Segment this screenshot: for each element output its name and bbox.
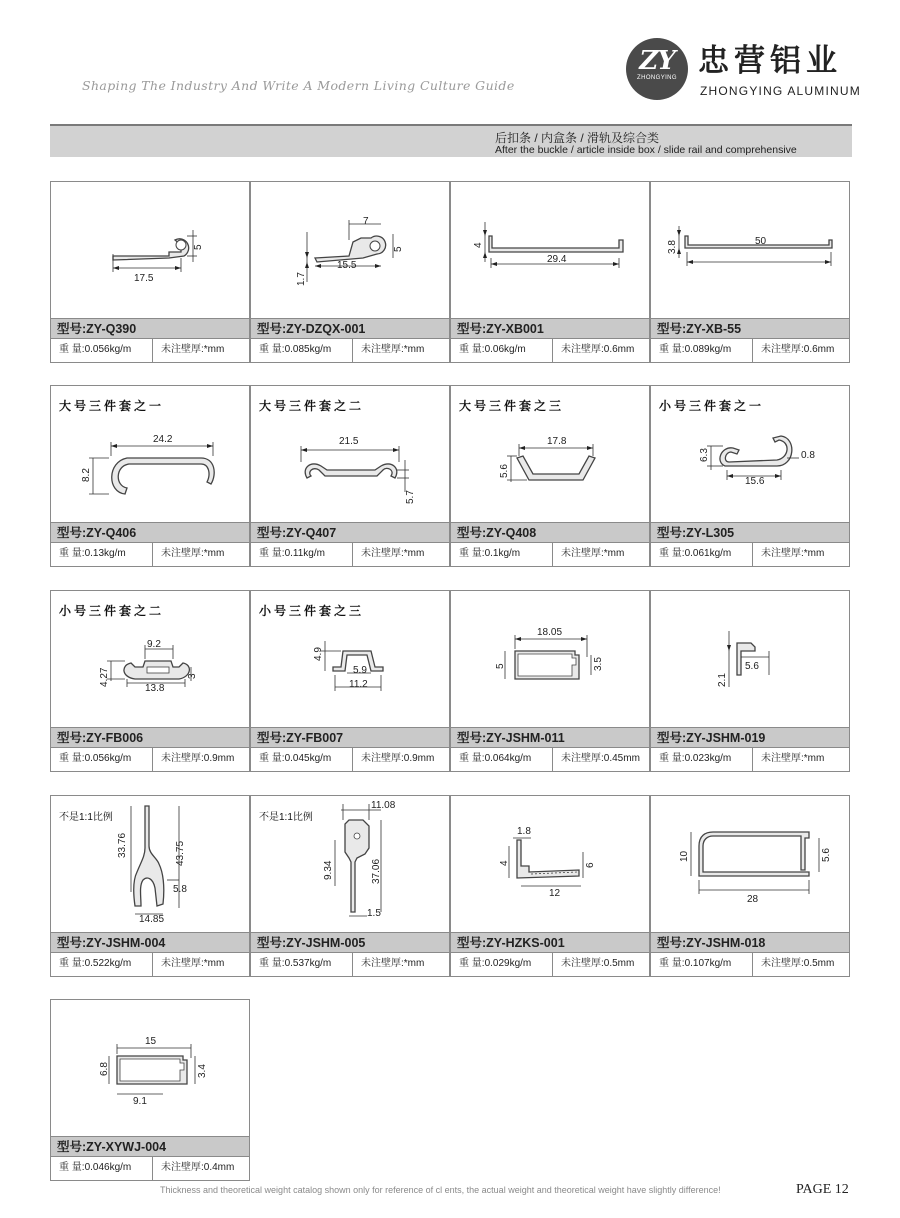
weight-prefix: 重 量:: [59, 958, 85, 969]
dim-label: 5: [193, 244, 204, 250]
thickness-cell: [355, 543, 449, 565]
series-note: 小号三件套之一: [659, 399, 765, 413]
model-row: [651, 318, 849, 338]
slogan: Shaping The Industry And Write A Modern Living Culture Guide: [82, 78, 515, 93]
spec-row: [251, 338, 449, 363]
thickness-prefix: 未注壁厚:: [561, 958, 604, 969]
model-number: ZY-JSHM-005: [286, 936, 366, 950]
weight-prefix: 重 量:: [59, 753, 85, 764]
weight-cell: [651, 339, 753, 363]
brand-name-cn: 忠营铝业: [698, 43, 842, 79]
product-card: [650, 385, 850, 567]
model-number: ZY-XB001: [486, 322, 544, 336]
profile-drawing: [51, 386, 249, 522]
dim-label: 13.8: [145, 683, 165, 694]
spec-row: [51, 747, 249, 772]
weight-value: 0.064kg/m: [484, 753, 532, 764]
thickness-cell: [555, 748, 649, 770]
thickness-cell: [355, 748, 449, 770]
thickness-value: 0.6mm: [603, 344, 635, 355]
model-number: ZY-XB-55: [686, 322, 742, 336]
page-number: PAGE 12: [796, 1182, 849, 1197]
thickness-cell: [755, 953, 849, 975]
thickness-prefix: 未注壁厚:: [361, 344, 404, 355]
model-number: ZY-DZQX-001: [286, 322, 366, 336]
product-card: [250, 181, 450, 363]
model-row: [51, 727, 249, 747]
dim-label: 43.75: [175, 840, 186, 866]
model-number: ZY-JSHM-019: [686, 731, 766, 745]
weight-cell: [251, 339, 353, 363]
product-card: [50, 181, 250, 363]
dim-label: 1.8: [517, 826, 531, 837]
thickness-prefix: 未注壁厚:: [761, 344, 804, 355]
dim-label: 6.3: [699, 448, 710, 462]
weight-value: 0.13kg/m: [84, 548, 126, 559]
weight-prefix: 重 量:: [659, 344, 685, 355]
model-row: [651, 522, 849, 542]
dim-label: 11.08: [371, 800, 396, 811]
dim-label: 4.27: [99, 667, 110, 687]
model-prefix: 型号:: [657, 731, 687, 745]
thickness-cell: [155, 748, 249, 770]
product-card: [50, 385, 250, 567]
thickness-cell: [355, 953, 449, 975]
dim-label: 5: [393, 246, 404, 252]
model-prefix: 型号:: [657, 936, 687, 950]
model-prefix: 型号:: [457, 936, 487, 950]
thickness-value: 0.4mm: [203, 1162, 235, 1173]
model-number: ZY-XYWJ-004: [86, 1140, 167, 1154]
model-prefix: 型号:: [57, 1140, 87, 1154]
series-note: 小号三件套之三: [259, 604, 365, 618]
thickness-value: *mm: [803, 753, 825, 764]
spec-row: [451, 747, 649, 772]
weight-cell: [651, 543, 753, 567]
product-card: [250, 795, 450, 977]
spec-row: [251, 952, 449, 977]
spec-row: [251, 542, 449, 567]
weight-prefix: 重 量:: [259, 548, 285, 559]
thickness-prefix: 未注壁厚:: [561, 344, 604, 355]
weight-cell: [451, 953, 553, 977]
thickness-value: *mm: [203, 344, 225, 355]
weight-value: 0.061kg/m: [684, 548, 732, 559]
weight-prefix: 重 量:: [459, 958, 485, 969]
weight-value: 0.056kg/m: [84, 753, 132, 764]
dim-label: 15.6: [745, 476, 765, 487]
model-number: ZY-Q407: [286, 526, 337, 540]
model-row: [451, 318, 649, 338]
dim-label: 15: [145, 1036, 157, 1047]
spec-row: [651, 542, 849, 567]
company-logo: [626, 38, 688, 100]
model-prefix: 型号:: [657, 526, 687, 540]
model-number: ZY-Q408: [486, 526, 537, 540]
model-number: ZY-JSHM-011: [486, 731, 565, 745]
dim-label: 3.8: [667, 240, 678, 254]
model-row: [51, 932, 249, 952]
weight-cell: [451, 748, 553, 772]
profile-drawing: [451, 591, 649, 727]
thickness-prefix: 未注壁厚:: [161, 958, 204, 969]
product-card: [250, 590, 450, 772]
thickness-value: 0.5mm: [803, 958, 835, 969]
spec-row: [251, 747, 449, 772]
weight-cell: [251, 543, 353, 567]
weight-cell: [451, 543, 553, 567]
thickness-cell: [355, 339, 449, 361]
dim-label: 4: [473, 242, 484, 248]
weight-cell: [651, 748, 753, 772]
thickness-value: *mm: [803, 548, 825, 559]
model-row: [451, 522, 649, 542]
weight-prefix: 重 量:: [259, 753, 285, 764]
profile-drawing: [51, 182, 249, 318]
model-number: ZY-FB007: [286, 731, 344, 745]
weight-prefix: 重 量:: [459, 753, 485, 764]
weight-cell: [251, 748, 353, 772]
model-row: [251, 932, 449, 952]
spec-row: [451, 338, 649, 363]
thickness-prefix: 未注壁厚:: [361, 753, 404, 764]
dim-label: 15.5: [337, 260, 357, 271]
weight-cell: [251, 953, 353, 977]
product-card: [250, 385, 450, 567]
product-card: [650, 181, 850, 363]
dim-label: 11.2: [349, 679, 368, 690]
product-card: [650, 795, 850, 977]
series-note: 小号三件套之二: [59, 604, 165, 618]
thickness-prefix: 未注壁厚:: [561, 548, 604, 559]
series-note: 大号三件套之三: [459, 399, 565, 413]
weight-prefix: 重 量:: [459, 548, 485, 559]
profile-drawing: [651, 591, 849, 727]
product-card: [450, 590, 650, 772]
thickness-value: *mm: [403, 344, 425, 355]
weight-prefix: 重 量:: [59, 1162, 85, 1173]
weight-prefix: 重 量:: [659, 548, 685, 559]
thickness-value: *mm: [403, 548, 425, 559]
model-number: ZY-FB006: [86, 731, 144, 745]
thickness-value: 0.9mm: [403, 753, 435, 764]
thickness-prefix: 未注壁厚:: [161, 548, 204, 559]
dim-label: 9.2: [147, 639, 161, 650]
weight-value: 0.046kg/m: [84, 1162, 132, 1173]
logo-mark: ZY: [639, 46, 675, 76]
model-number: ZY-JSHM-018: [686, 936, 766, 950]
profile-drawing: [651, 386, 849, 522]
model-number: ZY-Q406: [86, 526, 137, 540]
weight-prefix: 重 量:: [259, 344, 285, 355]
dim-label: 10: [679, 850, 690, 862]
thickness-cell: [755, 543, 849, 565]
dim-label: 5.6: [499, 464, 510, 478]
dim-label: 18.05: [537, 627, 563, 638]
model-row: [251, 522, 449, 542]
model-row: [651, 932, 849, 952]
category-banner: [50, 124, 852, 157]
weight-prefix: 重 量:: [59, 548, 85, 559]
dim-label: 3: [187, 673, 198, 679]
dim-label: 2.1: [717, 673, 728, 687]
model-row: [451, 932, 649, 952]
model-row: [51, 318, 249, 338]
thickness-prefix: 未注壁厚:: [761, 548, 804, 559]
dim-label: 29.4: [547, 254, 567, 265]
thickness-prefix: 未注壁厚:: [761, 958, 804, 969]
model-prefix: 型号:: [57, 731, 87, 745]
model-row: [51, 1136, 249, 1156]
logo-sub: ZHONGYING: [637, 75, 677, 81]
weight-cell: [51, 748, 153, 772]
product-card: [650, 590, 850, 772]
thickness-cell: [155, 543, 249, 565]
model-number: ZY-JSHM-004: [86, 936, 166, 950]
profile-drawing: [251, 386, 449, 522]
weight-value: 0.537kg/m: [284, 958, 332, 969]
dim-label: 5.6: [821, 848, 832, 862]
thickness-prefix: 未注壁厚:: [161, 344, 204, 355]
dim-label: 37.06: [371, 858, 382, 884]
model-prefix: 型号:: [257, 936, 287, 950]
thickness-value: *mm: [403, 958, 425, 969]
weight-prefix: 重 量:: [659, 958, 685, 969]
dim-label: 33.76: [117, 832, 128, 858]
dim-label: 5.7: [405, 490, 416, 504]
weight-prefix: 重 量:: [659, 753, 685, 764]
weight-value: 0.089kg/m: [684, 344, 732, 355]
dim-label: 5.9: [353, 665, 367, 676]
thickness-value: *mm: [603, 548, 625, 559]
dim-label: 21.5: [339, 436, 359, 447]
weight-value: 0.06kg/m: [484, 344, 526, 355]
dim-label: 5.6: [745, 661, 759, 672]
dim-label: 4.9: [313, 647, 324, 661]
dim-label: 50: [755, 236, 767, 247]
dim-label: 3.5: [593, 657, 604, 671]
thickness-cell: [755, 748, 849, 770]
profile-drawing: [651, 796, 849, 932]
product-card: [450, 795, 650, 977]
weight-value: 0.1kg/m: [484, 548, 521, 559]
weight-value: 0.029kg/m: [484, 958, 532, 969]
spec-row: [51, 952, 249, 977]
dim-label: 28: [747, 894, 759, 905]
model-prefix: 型号:: [457, 731, 487, 745]
model-number: ZY-HZKS-001: [486, 936, 565, 950]
spec-row: [651, 952, 849, 977]
weight-cell: [651, 953, 753, 977]
thickness-prefix: 未注壁厚:: [161, 1162, 204, 1173]
dim-label: 0.8: [801, 450, 815, 461]
model-prefix: 型号:: [257, 526, 287, 540]
spec-row: [51, 338, 249, 363]
model-number: ZY-Q390: [86, 322, 137, 336]
thickness-cell: [155, 1157, 249, 1179]
thickness-cell: [155, 339, 249, 361]
thickness-cell: [555, 339, 649, 361]
spec-row: [51, 1156, 249, 1181]
thickness-value: *mm: [203, 958, 225, 969]
thickness-value: 0.45mm: [603, 753, 640, 764]
dim-label: 1.5: [367, 908, 381, 919]
dim-label: 6: [585, 862, 596, 868]
dim-label: 6.8: [99, 1062, 110, 1076]
dim-label: 5.8: [173, 884, 187, 895]
profile-drawing: [651, 182, 849, 318]
series-note: 大号三件套之二: [259, 399, 365, 413]
profile-drawing: [51, 1000, 249, 1136]
product-card: [450, 385, 650, 567]
thickness-prefix: 未注壁厚:: [561, 753, 604, 764]
thickness-prefix: 未注壁厚:: [361, 958, 404, 969]
scale-note: 不是1:1比例: [259, 812, 313, 823]
weight-value: 0.11kg/m: [284, 548, 325, 559]
profile-drawing: [251, 796, 449, 932]
model-prefix: 型号:: [257, 322, 287, 336]
spec-row: [451, 952, 649, 977]
weight-cell: [51, 339, 153, 363]
thickness-value: 0.6mm: [803, 344, 835, 355]
model-row: [451, 727, 649, 747]
thickness-value: 0.9mm: [203, 753, 235, 764]
profile-drawing: [451, 182, 649, 318]
model-prefix: 型号:: [457, 526, 487, 540]
spec-row: [451, 542, 649, 567]
dim-label: 9.34: [323, 860, 334, 880]
spec-row: [51, 542, 249, 567]
thickness-prefix: 未注壁厚:: [161, 753, 204, 764]
model-row: [251, 727, 449, 747]
dim-label: 1.7: [296, 272, 307, 286]
model-row: [51, 522, 249, 542]
weight-value: 0.107kg/m: [684, 958, 732, 969]
dim-label: 12: [549, 888, 561, 899]
profile-drawing: [51, 591, 249, 727]
weight-cell: [451, 339, 553, 363]
dim-label: 5: [495, 663, 506, 669]
thickness-value: 0.5mm: [603, 958, 635, 969]
profile-drawing: [451, 796, 649, 932]
dim-label: 17.5: [134, 273, 154, 284]
weight-prefix: 重 量:: [259, 958, 285, 969]
series-note: 大号三件套之一: [59, 399, 165, 413]
weight-prefix: 重 量:: [59, 344, 85, 355]
weight-value: 0.056kg/m: [84, 344, 132, 355]
dim-label: 4: [499, 860, 510, 866]
dim-label: 24.2: [153, 434, 173, 445]
profile-drawing: [251, 182, 449, 318]
weight-value: 0.045kg/m: [284, 753, 332, 764]
dim-label: 3.4: [197, 1064, 208, 1078]
weight-cell: [51, 543, 153, 567]
spec-row: [651, 338, 849, 363]
profile-drawing: [451, 386, 649, 522]
weight-value: 0.522kg/m: [84, 958, 132, 969]
scale-note: 不是1:1比例: [59, 812, 113, 823]
category-title-cn: 后扣条 / 内盒条 / 滑轨及综合类: [495, 131, 660, 145]
model-prefix: 型号:: [57, 322, 87, 336]
thickness-cell: [155, 953, 249, 975]
thickness-cell: [555, 953, 649, 975]
weight-value: 0.023kg/m: [684, 753, 732, 764]
thickness-value: *mm: [203, 548, 225, 559]
thickness-prefix: 未注壁厚:: [361, 548, 404, 559]
weight-cell: [51, 1157, 153, 1181]
model-row: [251, 318, 449, 338]
product-card: [50, 590, 250, 772]
model-prefix: 型号:: [457, 322, 487, 336]
dim-label: 14.85: [139, 914, 165, 925]
dim-label: 7: [363, 216, 369, 227]
category-title-en: After the buckle / article inside box / slide rail and comprehensive: [495, 144, 797, 156]
weight-prefix: 重 量:: [459, 344, 485, 355]
footer-disclaimer: Thickness and theoretical weight catalog shown only for reference of cl ents, the actual weight and theoretical weight have slightly difference!: [160, 1185, 721, 1195]
dim-label: 17.8: [547, 436, 567, 447]
thickness-cell: [755, 339, 849, 361]
model-prefix: 型号:: [57, 526, 87, 540]
profile-drawing: [251, 591, 449, 727]
product-card: [50, 999, 250, 1181]
product-card: [450, 181, 650, 363]
model-prefix: 型号:: [57, 936, 87, 950]
thickness-cell: [555, 543, 649, 565]
brand-name-en: ZHONGYING ALUMINUM: [700, 84, 861, 98]
thickness-prefix: 未注壁厚:: [761, 753, 804, 764]
model-prefix: 型号:: [257, 731, 287, 745]
weight-cell: [51, 953, 153, 977]
spec-row: [651, 747, 849, 772]
model-prefix: 型号:: [657, 322, 687, 336]
dim-label: 9.1: [133, 1096, 147, 1107]
dim-label: 8.2: [81, 468, 92, 482]
profile-drawing: [51, 796, 249, 932]
product-card: [50, 795, 250, 977]
model-number: ZY-L305: [686, 526, 735, 540]
model-row: [651, 727, 849, 747]
weight-value: 0.085kg/m: [284, 344, 332, 355]
